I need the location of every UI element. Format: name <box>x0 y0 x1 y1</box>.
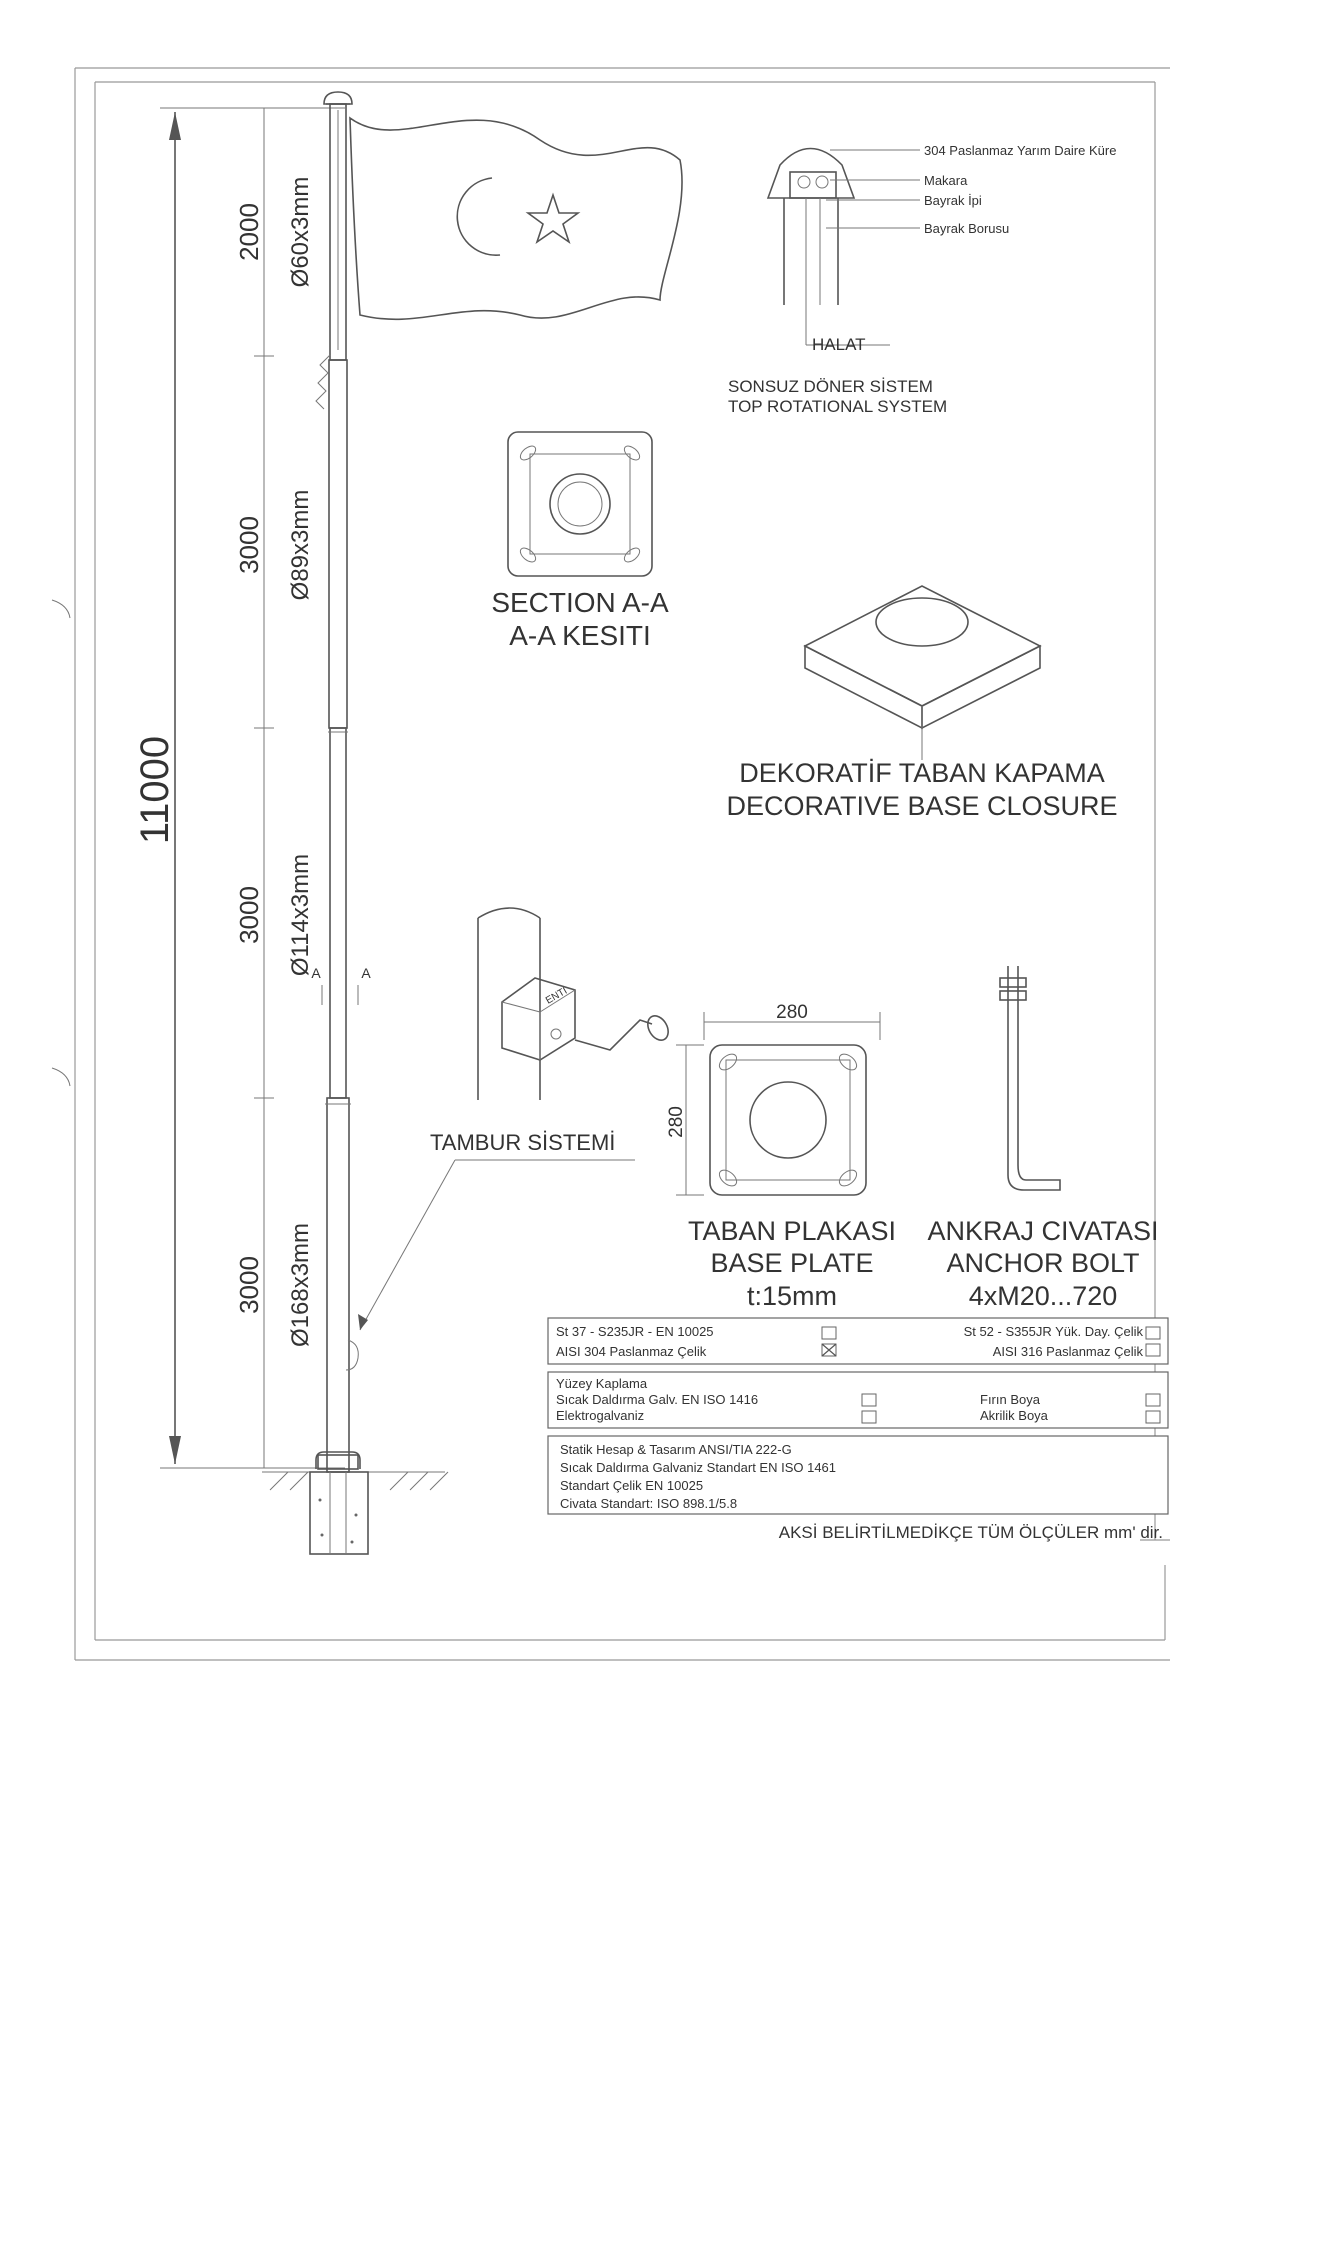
standard-4: Civata Standart: ISO 898.1/5.8 <box>560 1496 738 1511</box>
coating-left-2: Elektrogalvaniz <box>556 1408 645 1423</box>
material-right-2: AISI 316 Paslanmaz Çelik <box>992 1344 1143 1359</box>
base-plate-title-tr: TABAN PLAKASI <box>687 1216 897 1246</box>
material-left-1-checkbox[interactable] <box>822 1327 836 1339</box>
coating-table <box>548 1372 1168 1428</box>
winch-label: TAMBUR SİSTEMİ <box>430 1130 616 1155</box>
material-right-1: St 52 - S355JR Yük. Day. Çelik <box>963 1324 1143 1339</box>
callout-flag-tube: Bayrak Borusu <box>924 221 1010 236</box>
callout-pulley: Makara <box>924 173 968 188</box>
base-plate <box>666 1002 896 1311</box>
material-right-1-checkbox[interactable] <box>1146 1327 1160 1339</box>
base-plate-thickness: t:15mm <box>746 1281 838 1311</box>
material-right-2-checkbox[interactable] <box>1146 1344 1160 1356</box>
anchor-title-tr: ANKRAJ CIVATASI <box>927 1216 1159 1246</box>
plate-width-label: 280 <box>776 1002 808 1023</box>
segment-4-pipe: Ø168x3mm <box>287 1222 314 1348</box>
section-marker-left: A <box>311 965 321 981</box>
material-left-1: St 37 - S235JR - EN 10025 <box>556 1324 714 1339</box>
coating-left-1: Sıcak Daldırma Galv. EN ISO 1416 <box>556 1392 759 1407</box>
material-left-2: AISI 304 Paslanmaz Çelik <box>556 1344 707 1359</box>
section-title-tr: A-A KESITI <box>509 620 651 651</box>
turkish-flag <box>350 118 682 319</box>
segment-1-length: 2000 <box>234 203 264 261</box>
coating-right-2-checkbox[interactable] <box>1146 1411 1160 1423</box>
top-system-title-en: TOP ROTATIONAL SYSTEM <box>728 397 948 416</box>
segment-1-pipe: Ø60x3mm <box>287 176 314 288</box>
section-title-en: SECTION A-A <box>491 587 669 618</box>
base-closure-title-en: DECORATIVE BASE CLOSURE <box>726 791 1118 821</box>
coating-right-1-checkbox[interactable] <box>1146 1394 1160 1406</box>
segment-dimensions <box>234 108 314 1468</box>
base-plate-title-en: BASE PLATE <box>710 1248 874 1278</box>
coating-left-1-checkbox[interactable] <box>862 1394 876 1406</box>
rope-label: HALAT <box>812 335 866 354</box>
winch-system <box>358 908 672 1330</box>
coating-right-1: Fırın Boya <box>980 1392 1040 1407</box>
section-marker-right: A <box>361 965 371 981</box>
segment-3-length: 3000 <box>234 886 264 944</box>
segment-2-length: 3000 <box>234 516 264 574</box>
standard-1: Statik Hesap & Tasarım ANSI/TIA 222-G <box>560 1442 792 1457</box>
plate-height-label: 280 <box>666 1106 687 1138</box>
base-closure-title-tr: DEKORATİF TABAN KAPAMA <box>739 758 1105 788</box>
top-rotational-system <box>728 143 1116 416</box>
anchor-title-en: ANCHOR BOLT <box>946 1248 1140 1278</box>
segment-4-length: 3000 <box>234 1256 264 1314</box>
callout-hemisphere: 304 Paslanmaz Yarım Daire Küre <box>924 143 1117 158</box>
standards-box <box>548 1436 1168 1514</box>
standard-2: Sıcak Daldırma Galvaniz Standart EN ISO 1461 <box>560 1460 837 1475</box>
anchor-bolt <box>927 966 1158 1311</box>
units-note: AKSİ BELİRTİLMEDİKÇE TÜM ÖLÇÜLER mm' dir. <box>778 1523 1163 1542</box>
section-aa <box>491 432 669 651</box>
coating-heading: Yüzey Kaplama <box>556 1376 648 1391</box>
segment-3-pipe: Ø114x3mm <box>287 853 314 977</box>
segment-2-pipe: Ø89x3mm <box>287 489 314 601</box>
standard-3: Standart Çelik EN 10025 <box>560 1478 704 1493</box>
total-height-label: 11000 <box>133 735 177 845</box>
top-system-title-tr: SONSUZ DÖNER SİSTEM <box>728 377 933 396</box>
material-table <box>548 1318 1168 1364</box>
anchor-spec: 4xM20...720 <box>968 1281 1118 1311</box>
coating-left-2-checkbox[interactable] <box>862 1411 876 1423</box>
winch-badge: ENTI <box>544 985 570 1007</box>
coating-right-2: Akrilik Boya <box>980 1408 1048 1423</box>
decorative-base-closure <box>726 586 1117 821</box>
callout-flag-rope: Bayrak İpi <box>924 193 982 208</box>
